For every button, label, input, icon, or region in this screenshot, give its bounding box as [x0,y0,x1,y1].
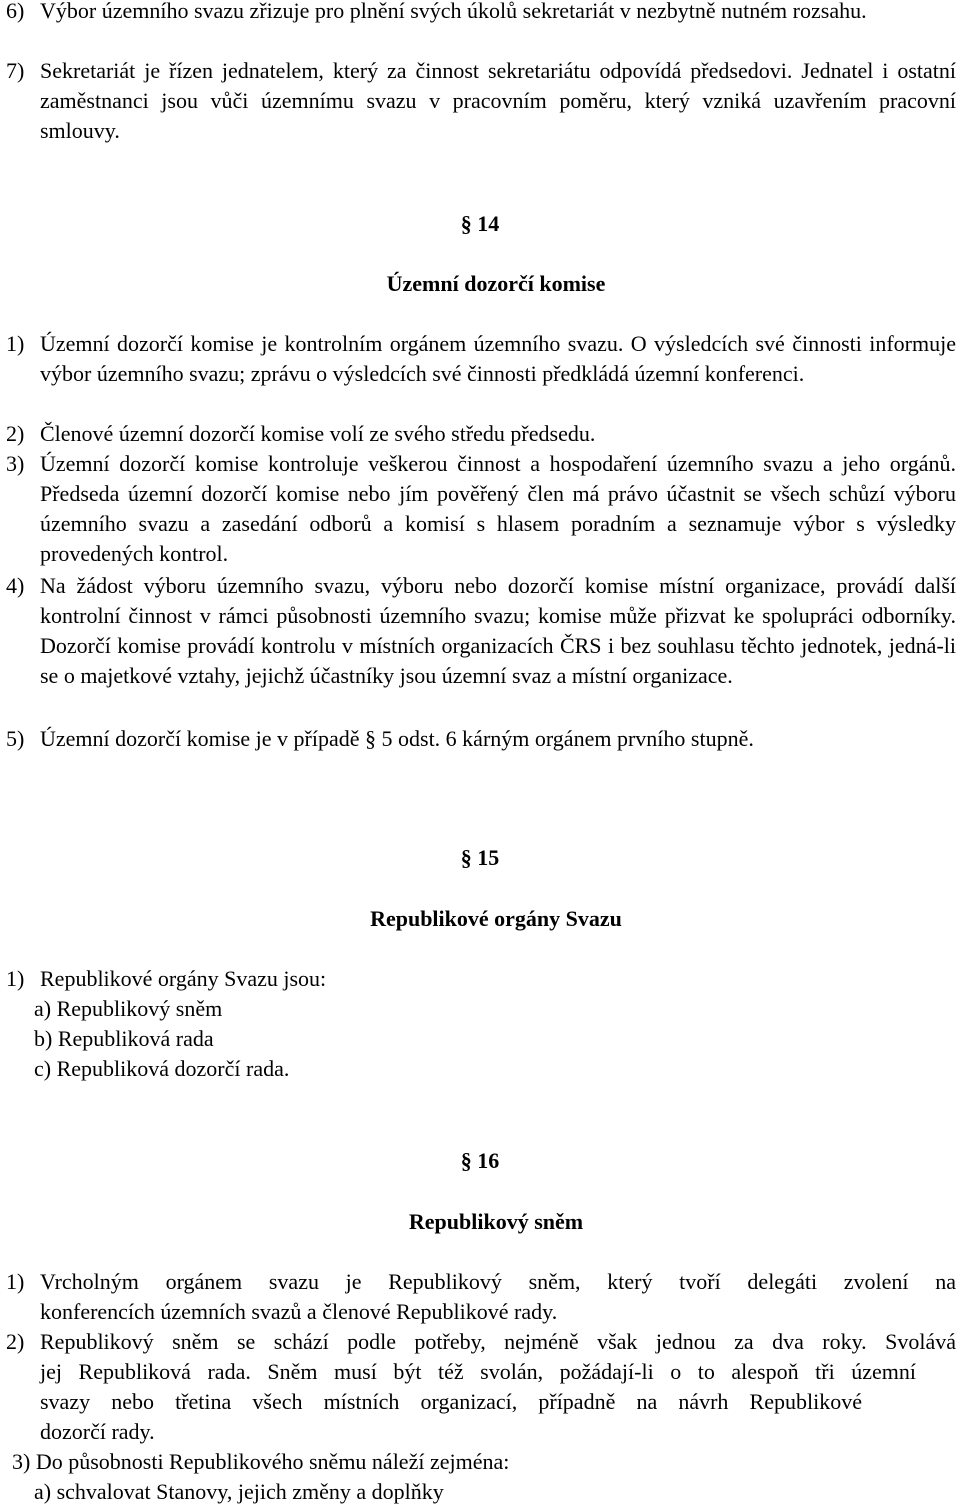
paragraph-16-2-line: Republikový sněm se schází podle potřeby, nejméně však jednou za dva roky. Svolává [40,1329,956,1354]
section-14-title: Územní dozorčí komise [386,271,606,296]
paragraph-14-4 [6,571,956,691]
section-14-number: § 14 [460,211,500,236]
paragraph-text: Výbor územního svazu zřizuje pro plnění svých úkolů sekretariát v nezbytně nutném rozsahu. [40,0,867,23]
paragraph-text: Členové územní dozorčí komise volí ze svého středu předsedu. [40,421,596,446]
section-16-title: Republikový sněm [408,1209,584,1234]
paragraph-number: 1) [6,966,25,991]
paragraph-number: 2) [6,1329,25,1354]
list-item: c) Republiková dozorčí rada. [34,1056,290,1081]
section-16-number: § 16 [460,1148,500,1173]
paragraph-14-5 [6,724,956,754]
list-item: b) Republiková rada [34,1026,214,1051]
paragraph-14-3 [6,449,956,569]
section-15-title: Republikové orgány Svazu [370,906,622,931]
paragraph-13-7 [6,56,956,146]
paragraph-number: 4) [6,573,25,598]
paragraph-15-1 [6,964,606,994]
paragraph-number: 1) [6,1269,25,1294]
paragraph-number: 6) [6,0,25,23]
paragraph-16-2-line: jej Republiková rada. Sněm musí být též svolán, požádají-li o to alespoň tři územní [40,1359,916,1384]
paragraph-14-1 [6,329,956,389]
paragraph-number: 7) [6,58,25,83]
paragraph-16-2-line: dozorčí rady. [40,1419,155,1444]
paragraph-number: 1) [6,331,25,356]
paragraph-text: Územní dozorčí komise je v případě § 5 odst. 6 kárným orgánem prvního stupně. [40,726,754,751]
paragraph-13-6 [6,0,956,26]
paragraph-number: 2) [6,421,25,446]
paragraph-14-2 [6,419,956,449]
paragraph-16-3-label: 3) Do působnosti Republikového sněmu náleží zejména: [12,1449,510,1474]
paragraph-16-2-line: svazy nebo třetina všech místních organizací, případně na návrh Republikové [40,1389,862,1414]
section-15-number: § 15 [460,845,500,870]
paragraph-16-1-line: Vrcholným orgánem svazu je Republikový sněm, který tvoří delegáti zvolení na [40,1269,956,1294]
paragraph-text: Územní dozorčí komise je kontrolním orgánem územního svazu. O výsledcích své činnosti informuje výbor územního svazu; zprávu o výsledcích své činnosti předkládá územní konferenci. [40,331,956,386]
paragraph-text: Na žádost výboru územního svazu, výboru nebo dozorčí komise místní organizace, provádí další kontrolní činnost v rámci působnosti územního svazu; komise může přizvat ke spolupráci odborníky. Dozorčí komise provádí kontrolu v místních organizacích ČRS i bez souhlasu těchto jednotek, jedná-li se o majetkové vztahy, jejichž účastníky jsou územní svaz a místní organizace. [40,573,956,688]
paragraph-16-1-line: konferencích územních svazů a členové Republikové rady. [40,1299,558,1324]
paragraph-text: Republikové orgány Svazu jsou: [40,966,327,991]
paragraph-number: 5) [6,726,25,751]
list-item: a) schvalovat Stanovy, jejich změny a doplňky [34,1479,444,1504]
paragraph-number: 3) [6,451,25,476]
paragraph-text: Sekretariát je řízen jednatelem, který za činnost sekretariátu odpovídá předsedovi. Jednatel i ostatní zaměstnanci jsou vůči územnímu svazu v pracovním poměru, který vzniká uzavřením pracovní smlouvy. [40,58,956,143]
paragraph-text: Územní dozorčí komise kontroluje veškerou činnost a hospodaření územního svazu a jeho orgánů. Předseda územní dozorčí komise nebo jím pověřený člen má právo účastnit se všech schůzí výboru územního svazu a zasedání odborů a komisí s hlasem poradním a seznamuje výbor s výsledky provedených kontrol. [40,451,956,566]
list-item: a) Republikový sněm [34,996,223,1021]
